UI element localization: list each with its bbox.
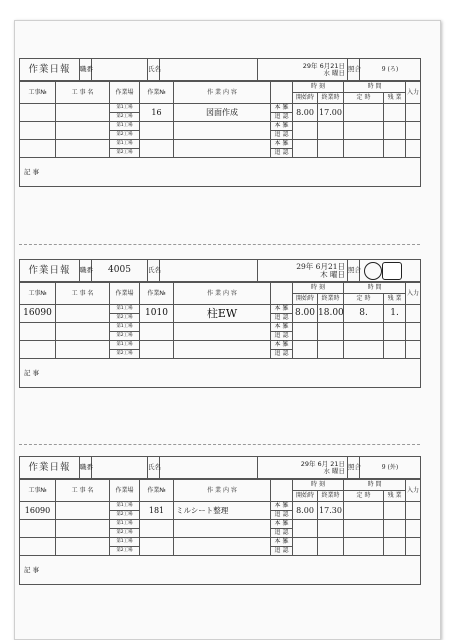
type-overtime-cell: 追 認 — [271, 511, 293, 520]
site-cell: 第2工場 — [110, 511, 140, 520]
col-overtime: 残 業 — [384, 294, 406, 305]
overtime-hours-cell[interactable] — [384, 538, 406, 556]
staff-no-value[interactable]: 4005 — [92, 260, 148, 282]
overtime-hours-cell[interactable] — [384, 502, 406, 520]
input-cell[interactable] — [406, 140, 421, 158]
start-time-cell[interactable] — [293, 122, 318, 140]
check-label: 照合 — [348, 457, 360, 479]
start-time-cell[interactable] — [293, 140, 318, 158]
work-content-cell[interactable]: ミルシート整理 — [174, 502, 271, 520]
col-job-no: 工事№ — [20, 82, 56, 104]
col-work-content: 作 業 内 容 — [174, 283, 271, 305]
regular-hours-cell[interactable] — [344, 122, 384, 140]
name-value[interactable] — [160, 457, 258, 479]
type-overtime-cell: 追 認 — [271, 314, 293, 323]
job-no-cell[interactable] — [20, 520, 56, 538]
work-no-cell[interactable]: 1010 — [140, 305, 174, 323]
type-regular-cell: 本 雑 — [271, 538, 293, 547]
end-time-cell[interactable] — [318, 538, 344, 556]
col-job-name: 工 事 名 — [56, 82, 110, 104]
site-cell: 第1工場 — [110, 538, 140, 547]
site-cell: 第2工場 — [110, 113, 140, 122]
site-cell: 第2工場 — [110, 314, 140, 323]
report-header — [19, 259, 421, 282]
end-time-cell[interactable] — [318, 140, 344, 158]
input-cell[interactable] — [406, 122, 421, 140]
col-end: 終業時 — [318, 294, 344, 305]
name-label: 氏名 — [148, 260, 160, 282]
notes-label: 記 事 — [24, 565, 40, 574]
type-regular-cell: 本 雑 — [271, 305, 293, 314]
notes-row[interactable] — [20, 556, 421, 585]
col-duration-group: 時 間 — [344, 480, 406, 491]
end-time-cell[interactable] — [318, 520, 344, 538]
type-overtime-cell: 追 認 — [271, 350, 293, 359]
col-end: 終業時 — [318, 491, 344, 502]
type-regular-cell: 本 雑 — [271, 323, 293, 332]
col-work-no: 作業№ — [140, 82, 174, 104]
col-duration-group: 時 間 — [344, 283, 406, 294]
staff-no-label: 職番 — [80, 59, 92, 81]
job-name-cell[interactable] — [56, 502, 110, 520]
site-cell: 第1工場 — [110, 341, 140, 350]
weekday-label: 曜日 — [330, 269, 345, 279]
overtime-hours-cell[interactable] — [384, 122, 406, 140]
col-job-name: 工 事 名 — [56, 283, 110, 305]
check-label: 照合 — [348, 260, 360, 282]
site-cell: 第2工場 — [110, 529, 140, 538]
regular-hours-cell[interactable] — [344, 323, 384, 341]
name-label: 氏名 — [148, 59, 160, 81]
work-content-cell[interactable] — [174, 140, 271, 158]
col-input: 入力 — [406, 480, 421, 502]
job-no-cell[interactable] — [20, 140, 56, 158]
col-start: 開始時 — [293, 294, 318, 305]
col-site: 作業場 — [110, 82, 140, 104]
start-time-cell[interactable]: 8.00 — [293, 305, 318, 323]
job-no-cell[interactable]: 16090 — [20, 502, 56, 520]
report-header — [19, 456, 421, 479]
site-cell: 第2工場 — [110, 149, 140, 158]
work-content-cell[interactable] — [174, 122, 271, 140]
job-no-cell[interactable] — [20, 323, 56, 341]
job-no-cell[interactable] — [20, 122, 56, 140]
separator-line — [19, 244, 420, 245]
type-overtime-cell: 追 認 — [271, 131, 293, 140]
check-stamp-cell — [360, 260, 421, 282]
overtime-hours-cell[interactable] — [384, 323, 406, 341]
name-value[interactable] — [160, 260, 258, 282]
daily-report-2 — [19, 259, 420, 388]
col-job-name: 工 事 名 — [56, 480, 110, 502]
site-cell: 第2工場 — [110, 332, 140, 341]
end-time-cell[interactable]: 18.00 — [318, 305, 344, 323]
approval-stamp — [382, 262, 402, 280]
report-title: 作業日報 — [20, 59, 80, 81]
work-no-cell[interactable] — [140, 323, 174, 341]
col-regular: 定 時 — [344, 294, 384, 305]
overtime-hours-cell[interactable] — [384, 140, 406, 158]
type-overtime-cell: 追 認 — [271, 547, 293, 556]
check-mark: 9 (ろ) — [360, 59, 421, 81]
type-regular-cell: 本 雑 — [271, 520, 293, 529]
regular-hours-cell[interactable] — [344, 538, 384, 556]
start-time-cell[interactable] — [293, 520, 318, 538]
work-content-cell[interactable]: 図面作成 — [174, 104, 271, 122]
regular-hours-cell[interactable] — [344, 520, 384, 538]
regular-hours-cell[interactable] — [344, 502, 384, 520]
job-name-cell[interactable] — [56, 140, 110, 158]
site-cell: 第1工場 — [110, 323, 140, 332]
site-cell: 第1工場 — [110, 122, 140, 131]
check-mark: 9 (外) — [360, 457, 421, 479]
col-time-group: 時 刻 — [293, 480, 344, 491]
type-regular-cell: 本 雑 — [271, 341, 293, 350]
col-input: 入力 — [406, 283, 421, 305]
type-overtime-cell: 追 認 — [271, 332, 293, 341]
weekday-label: 曜日 — [332, 68, 345, 77]
overtime-hours-cell[interactable] — [384, 341, 406, 359]
regular-hours-cell[interactable]: 8. — [344, 305, 384, 323]
work-no-cell[interactable] — [140, 520, 174, 538]
type-overtime-cell: 追 認 — [271, 149, 293, 158]
date-field[interactable] — [258, 457, 348, 479]
site-cell: 第1工場 — [110, 305, 140, 314]
job-name-cell[interactable] — [56, 323, 110, 341]
type-regular-cell: 本 雑 — [271, 502, 293, 511]
end-time-cell[interactable] — [318, 341, 344, 359]
col-input: 入力 — [406, 82, 421, 104]
work-no-cell[interactable] — [140, 341, 174, 359]
col-work-content: 作 業 内 容 — [174, 82, 271, 104]
overtime-hours-cell[interactable] — [384, 104, 406, 122]
job-no-cell[interactable]: 16090 — [20, 305, 56, 323]
col-type — [271, 480, 293, 502]
job-no-cell[interactable] — [20, 538, 56, 556]
job-no-cell[interactable] — [20, 341, 56, 359]
regular-hours-cell[interactable] — [344, 341, 384, 359]
job-name-cell[interactable] — [56, 104, 110, 122]
col-work-content: 作 業 内 容 — [174, 480, 271, 502]
input-cell[interactable] — [406, 305, 421, 323]
overtime-hours-cell[interactable] — [384, 520, 406, 538]
date-value: 29年 6月21日 — [302, 62, 345, 70]
report-title: 作業日報 — [20, 457, 80, 479]
col-job-no: 工事№ — [20, 283, 56, 305]
notes-row[interactable] — [20, 158, 421, 187]
work-no-cell[interactable] — [140, 140, 174, 158]
job-no-cell[interactable] — [20, 104, 56, 122]
type-overtime-cell: 追 認 — [271, 529, 293, 538]
date-value: 29年 6月 21日 — [300, 460, 345, 468]
input-cell[interactable] — [406, 104, 421, 122]
start-time-cell[interactable]: 8.00 — [293, 502, 318, 520]
col-duration-group: 時 間 — [344, 82, 406, 93]
end-time-cell[interactable]: 17.30 — [318, 502, 344, 520]
daily-report-3 — [19, 456, 420, 585]
notes-label: 記 事 — [24, 368, 40, 377]
col-site: 作業場 — [110, 480, 140, 502]
col-site: 作業場 — [110, 283, 140, 305]
end-time-cell[interactable]: 17.00 — [318, 104, 344, 122]
start-time-cell[interactable] — [293, 341, 318, 359]
weekday-value: 木 — [320, 269, 328, 279]
staff-no-value[interactable] — [92, 457, 148, 479]
report-title: 作業日報 — [20, 260, 80, 282]
type-regular-cell: 本 雑 — [271, 122, 293, 131]
work-no-cell[interactable]: 181 — [140, 502, 174, 520]
site-cell: 第1工場 — [110, 140, 140, 149]
weekday-value: 水 — [323, 466, 330, 475]
work-table — [19, 81, 421, 187]
job-name-cell[interactable] — [56, 520, 110, 538]
name-label: 氏名 — [148, 457, 160, 479]
work-table — [19, 282, 421, 388]
work-content-cell[interactable]: 柱EW — [174, 305, 271, 323]
type-overtime-cell: 追 認 — [271, 113, 293, 122]
work-table — [19, 479, 421, 585]
job-name-cell[interactable] — [56, 305, 110, 323]
regular-hours-cell[interactable] — [344, 140, 384, 158]
type-regular-cell: 本 雑 — [271, 140, 293, 149]
notes-row[interactable] — [20, 359, 421, 388]
work-content-cell[interactable] — [174, 341, 271, 359]
input-cell[interactable] — [406, 538, 421, 556]
col-overtime: 残 業 — [384, 93, 406, 104]
site-cell: 第2工場 — [110, 547, 140, 556]
date-field[interactable] — [258, 59, 348, 81]
work-no-cell[interactable] — [140, 122, 174, 140]
input-cell[interactable] — [406, 520, 421, 538]
notes-label: 記 事 — [24, 167, 40, 176]
check-label: 照合 — [348, 59, 360, 81]
col-overtime: 残 業 — [384, 491, 406, 502]
job-name-cell[interactable] — [56, 341, 110, 359]
name-value[interactable] — [160, 59, 258, 81]
work-no-cell[interactable]: 16 — [140, 104, 174, 122]
col-regular: 定 時 — [344, 93, 384, 104]
col-start: 開始時 — [293, 491, 318, 502]
input-cell[interactable] — [406, 502, 421, 520]
staff-no-label: 職番 — [80, 457, 92, 479]
col-regular: 定 時 — [344, 491, 384, 502]
end-time-cell[interactable] — [318, 323, 344, 341]
report-header — [19, 58, 421, 81]
start-time-cell[interactable] — [293, 323, 318, 341]
col-start: 開始時 — [293, 93, 318, 104]
work-content-cell[interactable] — [174, 538, 271, 556]
date-field[interactable] — [258, 260, 348, 282]
site-cell: 第1工場 — [110, 104, 140, 113]
input-cell[interactable] — [406, 323, 421, 341]
col-job-no: 工事№ — [20, 480, 56, 502]
weekday-value: 水 — [323, 68, 330, 77]
col-work-no: 作業№ — [140, 283, 174, 305]
col-time-group: 時 刻 — [293, 283, 344, 294]
col-end: 終業時 — [318, 93, 344, 104]
separator-line — [19, 444, 420, 445]
daily-report-1 — [19, 58, 420, 187]
staff-no-label: 職番 — [80, 260, 92, 282]
site-cell: 第2工場 — [110, 350, 140, 359]
col-type — [271, 82, 293, 104]
job-name-cell[interactable] — [56, 538, 110, 556]
site-cell: 第1工場 — [110, 520, 140, 529]
overtime-hours-cell[interactable]: 1. — [384, 305, 406, 323]
work-content-cell[interactable] — [174, 520, 271, 538]
col-type — [271, 283, 293, 305]
col-work-no: 作業№ — [140, 480, 174, 502]
work-content-cell[interactable] — [174, 323, 271, 341]
work-no-cell[interactable] — [140, 538, 174, 556]
site-cell: 第1工場 — [110, 502, 140, 511]
date-value: 29年 6月21日 — [296, 262, 345, 271]
start-time-cell[interactable]: 8.00 — [293, 104, 318, 122]
job-name-cell[interactable] — [56, 122, 110, 140]
staff-no-value[interactable] — [92, 59, 148, 81]
seal-stamp — [364, 262, 382, 280]
input-cell[interactable] — [406, 341, 421, 359]
end-time-cell[interactable] — [318, 122, 344, 140]
site-cell: 第2工場 — [110, 131, 140, 140]
start-time-cell[interactable] — [293, 538, 318, 556]
col-time-group: 時 刻 — [293, 82, 344, 93]
type-regular-cell: 本 雑 — [271, 104, 293, 113]
weekday-label: 曜日 — [332, 466, 345, 475]
regular-hours-cell[interactable] — [344, 104, 384, 122]
